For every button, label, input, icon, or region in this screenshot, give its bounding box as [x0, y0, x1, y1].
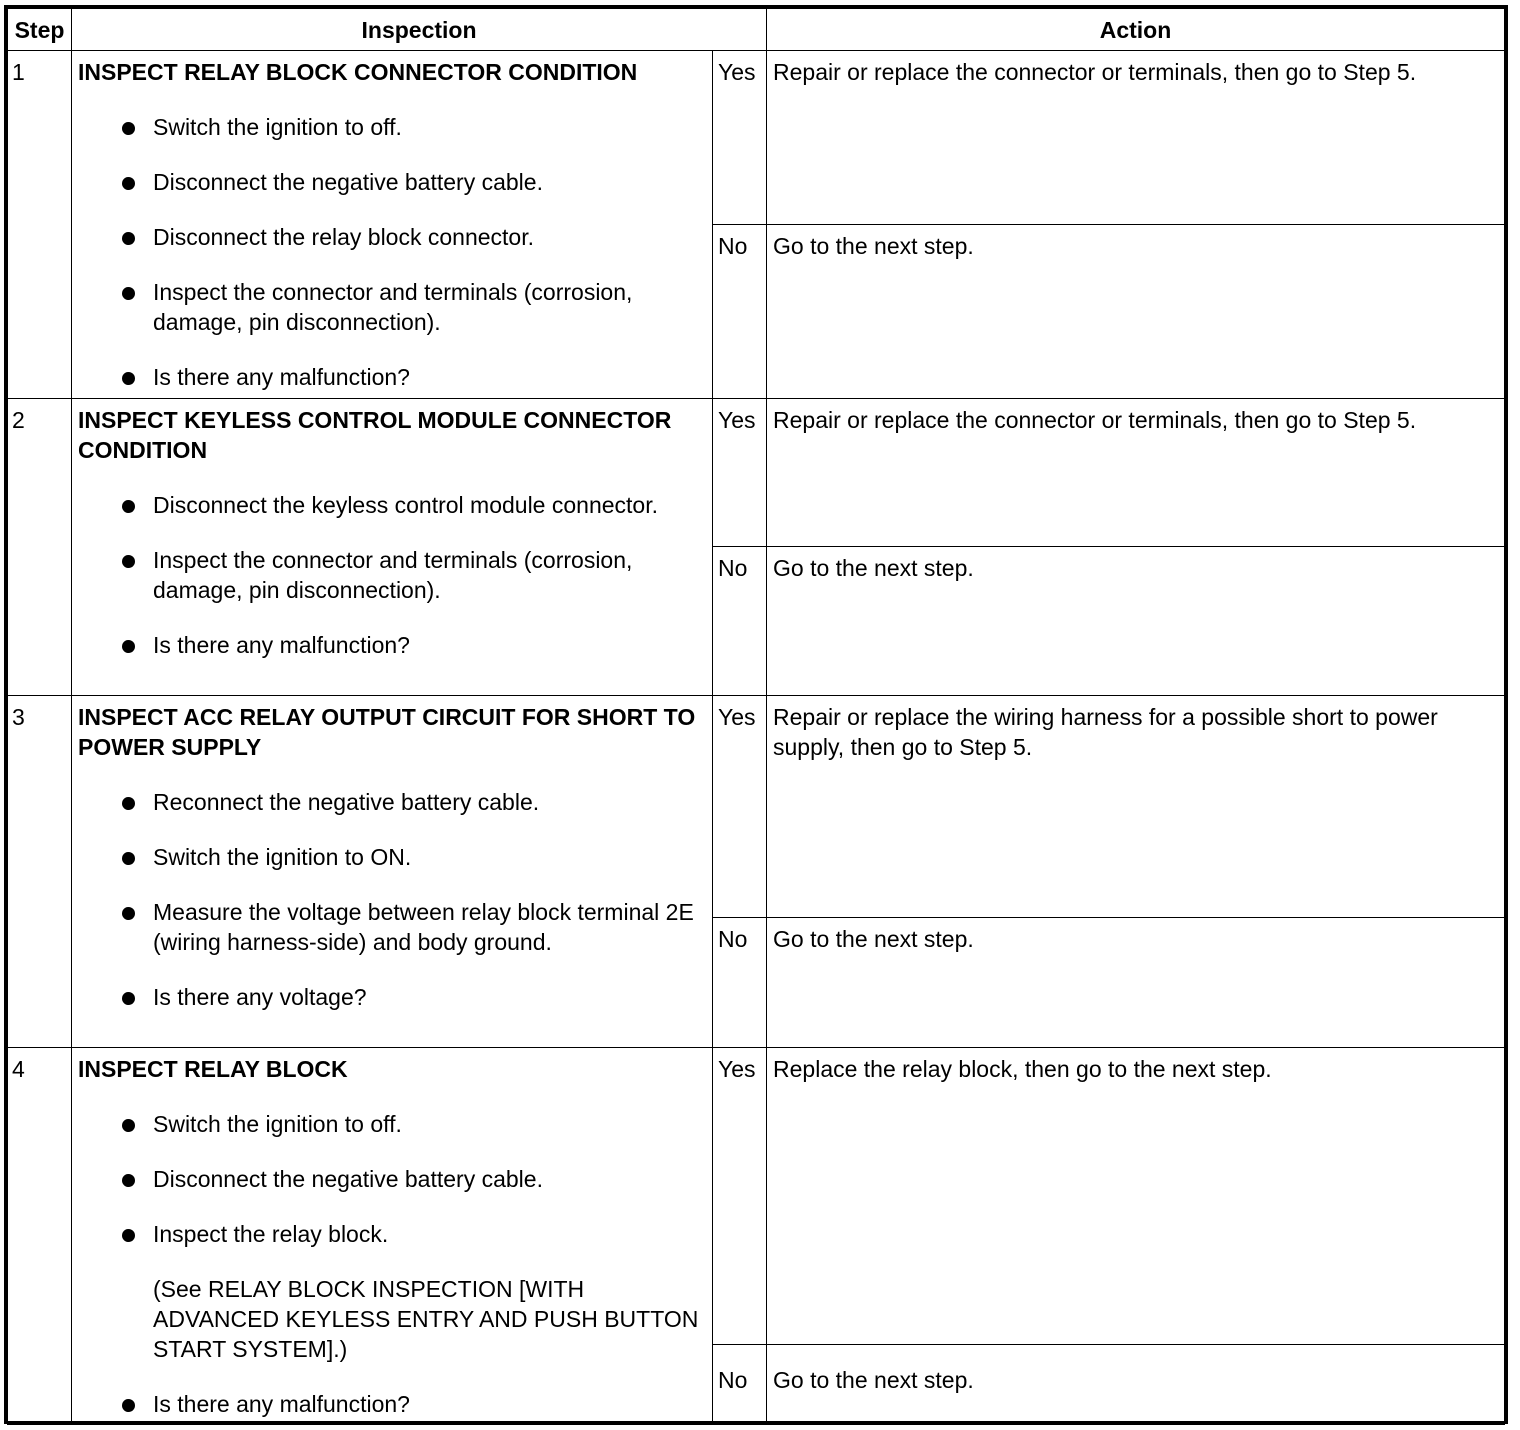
step-number: 3 [8, 696, 72, 1048]
no-action: Go to the next step. [767, 918, 1505, 1048]
header-inspection: Inspection [72, 9, 767, 51]
no-action: Go to the next step. [767, 1345, 1505, 1425]
step-title: INSPECT KEYLESS CONTROL MODULE CONNECTOR CONDITION [78, 407, 672, 463]
reference-note: (See RELAY BLOCK INSPECTION [WITH ADVANCED KEYLESS ENTRY AND PUSH BUTTON START SYSTEM].) [153, 1276, 699, 1362]
diagnostic-table [7, 8, 1505, 1425]
list-item: Switch the ignition to off. [78, 112, 704, 142]
list-item: Inspect the connector and terminals (corrosion, damage, pin disconnection). [78, 545, 704, 605]
step-items [78, 787, 704, 1012]
no-action: Go to the next step. [767, 225, 1505, 399]
header-row [8, 9, 1505, 51]
list-item: Disconnect the keyless control module connector. [78, 490, 704, 520]
header-action: Action [767, 9, 1505, 51]
no-label: No [713, 918, 767, 1048]
list-item: Switch the ignition to off. [78, 1109, 704, 1139]
yes-action: Repair or replace the wiring harness for a possible short to power supply, then go to Step 5. [767, 696, 1505, 918]
step-title: INSPECT RELAY BLOCK [78, 1056, 348, 1082]
step-number: 4 [8, 1048, 72, 1425]
step-items [78, 490, 704, 660]
step-4-yes-row [8, 1048, 1505, 1345]
step-1-yes-row [8, 51, 1505, 225]
list-item: Is there any voltage? [78, 982, 704, 1012]
step-inspection [72, 399, 713, 696]
no-label: No [713, 1345, 767, 1425]
list-item: Disconnect the negative battery cable. [78, 1164, 704, 1194]
list-item: Disconnect the relay block connector. [78, 222, 704, 252]
list-item: Inspect the relay block. [78, 1219, 704, 1249]
list-item: Is there any malfunction? [78, 362, 704, 392]
yes-action: Repair or replace the connector or terminals, then go to Step 5. [767, 51, 1505, 225]
no-label: No [713, 547, 767, 696]
diagnostic-table-frame [4, 5, 1508, 1424]
header-step: Step [8, 9, 72, 51]
step-3-yes-row [8, 696, 1505, 918]
step-items [78, 112, 704, 392]
step-inspection [72, 51, 713, 399]
yes-label: Yes [713, 51, 767, 225]
step-inspection [72, 1048, 713, 1425]
yes-label: Yes [713, 1048, 767, 1345]
list-item: Is there any malfunction? [78, 1389, 704, 1419]
no-label: No [713, 225, 767, 399]
step-title: INSPECT RELAY BLOCK CONNECTOR CONDITION [78, 59, 638, 85]
step-items [78, 1109, 704, 1419]
list-item: Disconnect the negative battery cable. [78, 167, 704, 197]
yes-action: Repair or replace the connector or terminals, then go to Step 5. [767, 399, 1505, 547]
list-item: Inspect the connector and terminals (corrosion, damage, pin disconnection). [78, 277, 704, 337]
no-action: Go to the next step. [767, 547, 1505, 696]
step-number: 2 [8, 399, 72, 696]
list-item: Is there any malfunction? [78, 630, 704, 660]
yes-label: Yes [713, 696, 767, 918]
list-item: Switch the ignition to ON. [78, 842, 704, 872]
step-number: 1 [8, 51, 72, 399]
yes-label: Yes [713, 399, 767, 547]
step-title: INSPECT ACC RELAY OUTPUT CIRCUIT FOR SHORT TO POWER SUPPLY [78, 704, 696, 760]
list-item: Measure the voltage between relay block terminal 2E (wiring harness-side) and body ground. [78, 897, 704, 957]
list-item: Reconnect the negative battery cable. [78, 787, 704, 817]
step-inspection [72, 696, 713, 1048]
yes-action: Replace the relay block, then go to the next step. [767, 1048, 1505, 1345]
step-2-yes-row [8, 399, 1505, 547]
